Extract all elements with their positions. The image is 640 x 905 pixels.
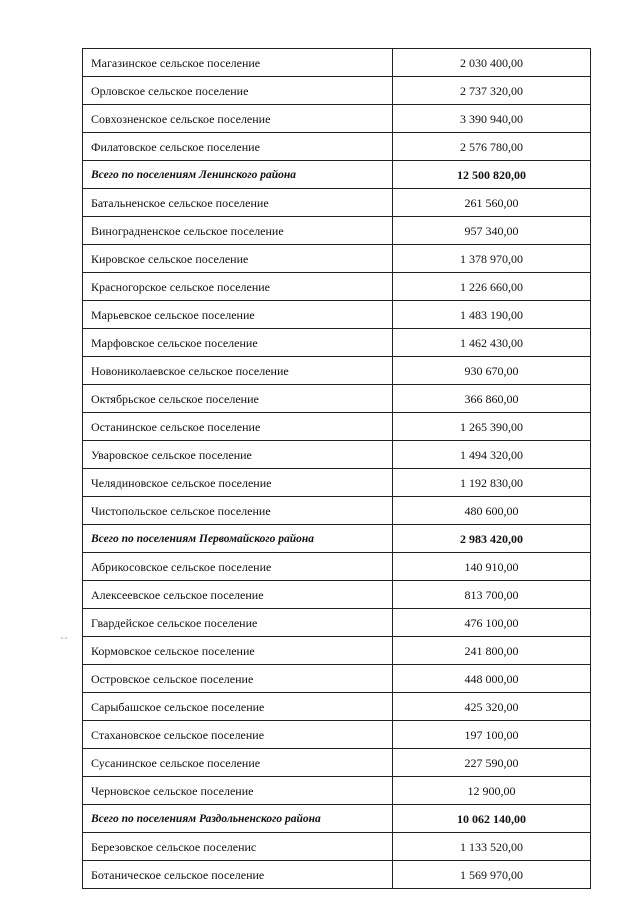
settlement-row xyxy=(83,413,591,441)
settlement-row xyxy=(83,693,591,721)
settlement-name: Магазинское сельское поселение xyxy=(83,49,393,77)
settlement-row xyxy=(83,385,591,413)
settlement-amount: 1 133 520,00 xyxy=(393,833,591,861)
settlement-row xyxy=(83,553,591,581)
district-total-label: Всего по поселениям Раздольненского района xyxy=(83,805,393,833)
settlement-name: Батальненское сельское поселение xyxy=(83,189,393,217)
settlement-row xyxy=(83,329,591,357)
settlement-amount: 197 100,00 xyxy=(393,721,591,749)
settlement-name: Сусанинское сельское поселение xyxy=(83,749,393,777)
settlement-amount: 448 000,00 xyxy=(393,665,591,693)
settlement-name: Абрикосовское сельское поселение xyxy=(83,553,393,581)
settlement-amount: 2 576 780,00 xyxy=(393,133,591,161)
settlement-name: Новониколаевское сельское поселение xyxy=(83,357,393,385)
settlement-amount: 241 800,00 xyxy=(393,637,591,665)
settlement-amount: 227 590,00 xyxy=(393,749,591,777)
settlement-amount: 1 494 320,00 xyxy=(393,441,591,469)
settlement-row xyxy=(83,497,591,525)
settlement-amount: 1 226 660,00 xyxy=(393,273,591,301)
settlement-row xyxy=(83,133,591,161)
settlement-amount: 1 192 830,00 xyxy=(393,469,591,497)
district-total-row xyxy=(83,805,591,833)
settlement-row xyxy=(83,189,591,217)
settlement-amount: 1 483 190,00 xyxy=(393,301,591,329)
settlement-allocation-table xyxy=(82,48,591,889)
district-total-label: Всего по поселениям Первомайского района xyxy=(83,525,393,553)
settlement-name: Совхозненское сельское поселение xyxy=(83,105,393,133)
settlement-name: Красногорское сельское поселение xyxy=(83,273,393,301)
settlement-row xyxy=(83,49,591,77)
settlement-name: Стахановское сельское поселение xyxy=(83,721,393,749)
settlement-name: Ботаническое сельское поселение xyxy=(83,861,393,889)
settlement-name: Гвардейское сельское поселение xyxy=(83,609,393,637)
settlement-name: Орловское сельское поселение xyxy=(83,77,393,105)
settlement-amount: 366 860,00 xyxy=(393,385,591,413)
settlement-amount: 2 030 400,00 xyxy=(393,49,591,77)
settlement-amount: 1 265 390,00 xyxy=(393,413,591,441)
scan-speck xyxy=(60,636,70,640)
settlement-row xyxy=(83,301,591,329)
district-total-row xyxy=(83,525,591,553)
settlement-amount: 480 600,00 xyxy=(393,497,591,525)
settlement-amount: 425 320,00 xyxy=(393,693,591,721)
settlement-row xyxy=(83,357,591,385)
settlement-name: Черновское сельское поселение xyxy=(83,777,393,805)
settlement-amount: 12 900,00 xyxy=(393,777,591,805)
settlement-amount: 140 910,00 xyxy=(393,553,591,581)
district-total-amount: 12 500 820,00 xyxy=(393,161,591,189)
settlement-amount: 1 378 970,00 xyxy=(393,245,591,273)
district-total-amount: 10 062 140,00 xyxy=(393,805,591,833)
settlement-row xyxy=(83,441,591,469)
settlement-amount: 957 340,00 xyxy=(393,217,591,245)
settlement-name: Кормовское сельское поселение xyxy=(83,637,393,665)
settlement-row xyxy=(83,469,591,497)
settlement-row xyxy=(83,77,591,105)
settlement-name: Челядиновское сельское поселение xyxy=(83,469,393,497)
settlement-row xyxy=(83,581,591,609)
table-body xyxy=(83,49,591,889)
settlement-amount: 1 462 430,00 xyxy=(393,329,591,357)
settlement-amount: 261 560,00 xyxy=(393,189,591,217)
settlement-name: Алексеевское сельское поселение xyxy=(83,581,393,609)
settlement-name: Березовское сельское поселенис xyxy=(83,833,393,861)
settlement-name: Чистопольское сельское поселение xyxy=(83,497,393,525)
settlement-name: Островское сельское поселение xyxy=(83,665,393,693)
settlement-name: Уваровское сельское поселение xyxy=(83,441,393,469)
settlement-name: Филатовское сельское поселение xyxy=(83,133,393,161)
settlement-amount: 813 700,00 xyxy=(393,581,591,609)
settlement-amount: 2 737 320,00 xyxy=(393,77,591,105)
settlement-amount: 476 100,00 xyxy=(393,609,591,637)
settlement-row xyxy=(83,245,591,273)
settlement-row xyxy=(83,777,591,805)
settlement-amount: 3 390 940,00 xyxy=(393,105,591,133)
district-total-amount: 2 983 420,00 xyxy=(393,525,591,553)
district-total-label: Всего по поселениям Ленинского района xyxy=(83,161,393,189)
settlement-name: Марфовское сельское поселение xyxy=(83,329,393,357)
settlement-row xyxy=(83,833,591,861)
settlement-name: Виноградненское сельское поселение xyxy=(83,217,393,245)
district-total-row xyxy=(83,161,591,189)
settlement-row xyxy=(83,637,591,665)
settlement-amount: 1 569 970,00 xyxy=(393,861,591,889)
settlement-row xyxy=(83,273,591,301)
settlement-name: Марьевское сельское поселение xyxy=(83,301,393,329)
settlement-row xyxy=(83,105,591,133)
settlement-amount: 930 670,00 xyxy=(393,357,591,385)
settlement-row xyxy=(83,861,591,889)
settlement-name: Останинское сельское поселение xyxy=(83,413,393,441)
settlement-row xyxy=(83,721,591,749)
settlement-row xyxy=(83,217,591,245)
settlement-name: Сарыбашское сельское поселение xyxy=(83,693,393,721)
settlement-row xyxy=(83,749,591,777)
settlement-row xyxy=(83,665,591,693)
settlement-row xyxy=(83,609,591,637)
settlement-name: Октябрьское сельское поселение xyxy=(83,385,393,413)
settlement-name: Кировское сельское поселение xyxy=(83,245,393,273)
